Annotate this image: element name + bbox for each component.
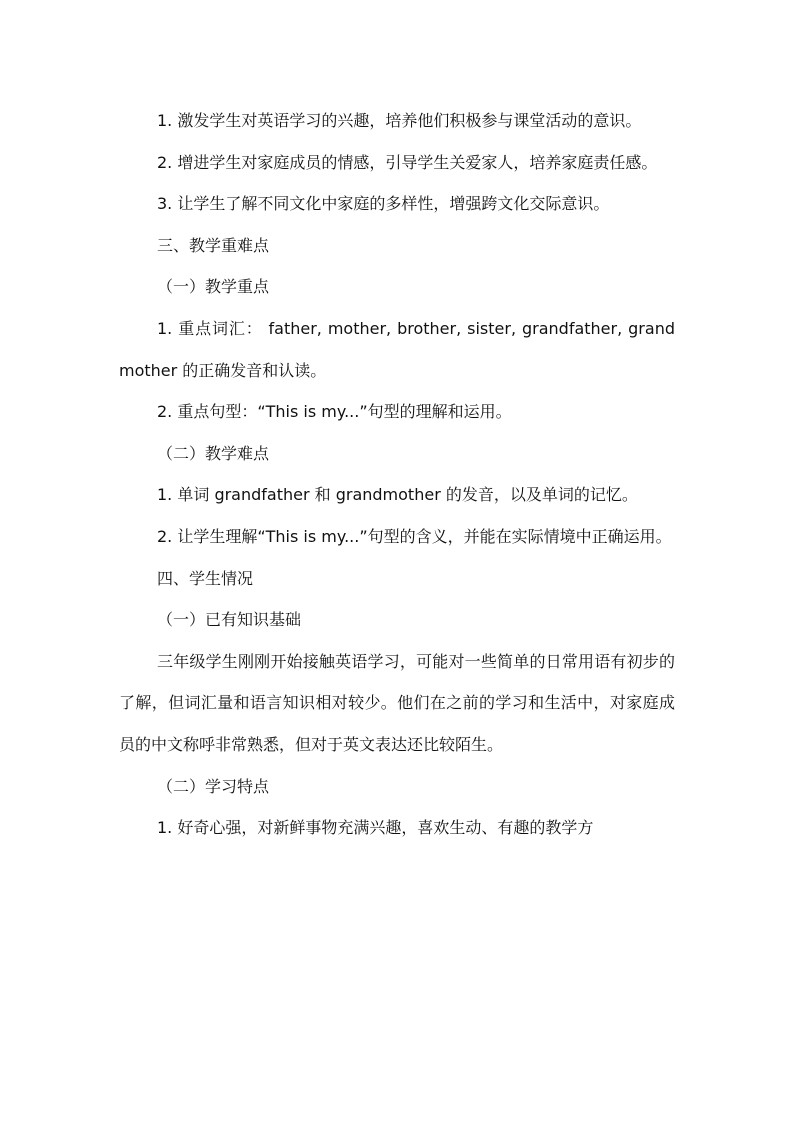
section-heading-student-situation: 四、学生情况 (157, 568, 254, 588)
subheading-learning-traits: （二）学习特点 (157, 776, 270, 796)
paragraph-learning-trait-1: 1. 好奇心强，对新鲜事物充满兴趣，喜欢生动、有趣的教学方 (157, 818, 594, 838)
subheading-difficult-points: （二）教学难点 (157, 443, 270, 463)
paragraph-prior-knowledge: 三年级学生刚刚开始接触英语学习，可能对一些简单的日常用语有初步的了解，但词汇量和语言知识相对较少。他们在之前的学习和生活中，对家庭成员的中文称呼非常熟悉，但对于英文表达还比较陌生。 (119, 651, 675, 754)
paragraph-goal-2: 2. 增进学生对家庭成员的情感，引导学生关爱家人，培养家庭责任感。 (157, 152, 658, 172)
subheading-key-points: （一）教学重点 (157, 277, 270, 297)
paragraph-difficult-pronunciation: 1. 单词 grandfather 和 grandmother 的发音，以及单词的记忆。 (157, 485, 638, 505)
section-heading-key-difficult-points: 三、教学重难点 (157, 235, 270, 255)
document-body (119, 100, 675, 849)
paragraph-key-vocabulary: 1. 重点词汇： father, mother, brother, sister, grandfather, grandmother 的正确发音和认读。 (119, 318, 675, 380)
paragraph-goal-1: 1. 激发学生对英语学习的兴趣，培养他们积极参与课堂活动的意识。 (157, 111, 642, 130)
paragraph-difficult-sentence: 2. 让学生理解“This is my...”句型的含义，并能在实际情境中正确运用。 (157, 526, 672, 546)
subheading-prior-knowledge: （一）已有知识基础 (157, 610, 302, 630)
paragraph-key-sentence: 2. 重点句型：“This is my...”句型的理解和运用。 (157, 402, 512, 422)
paragraph-goal-3: 3. 让学生了解不同文化中家庭的多样性，增强跨文化交际意识。 (157, 194, 610, 214)
